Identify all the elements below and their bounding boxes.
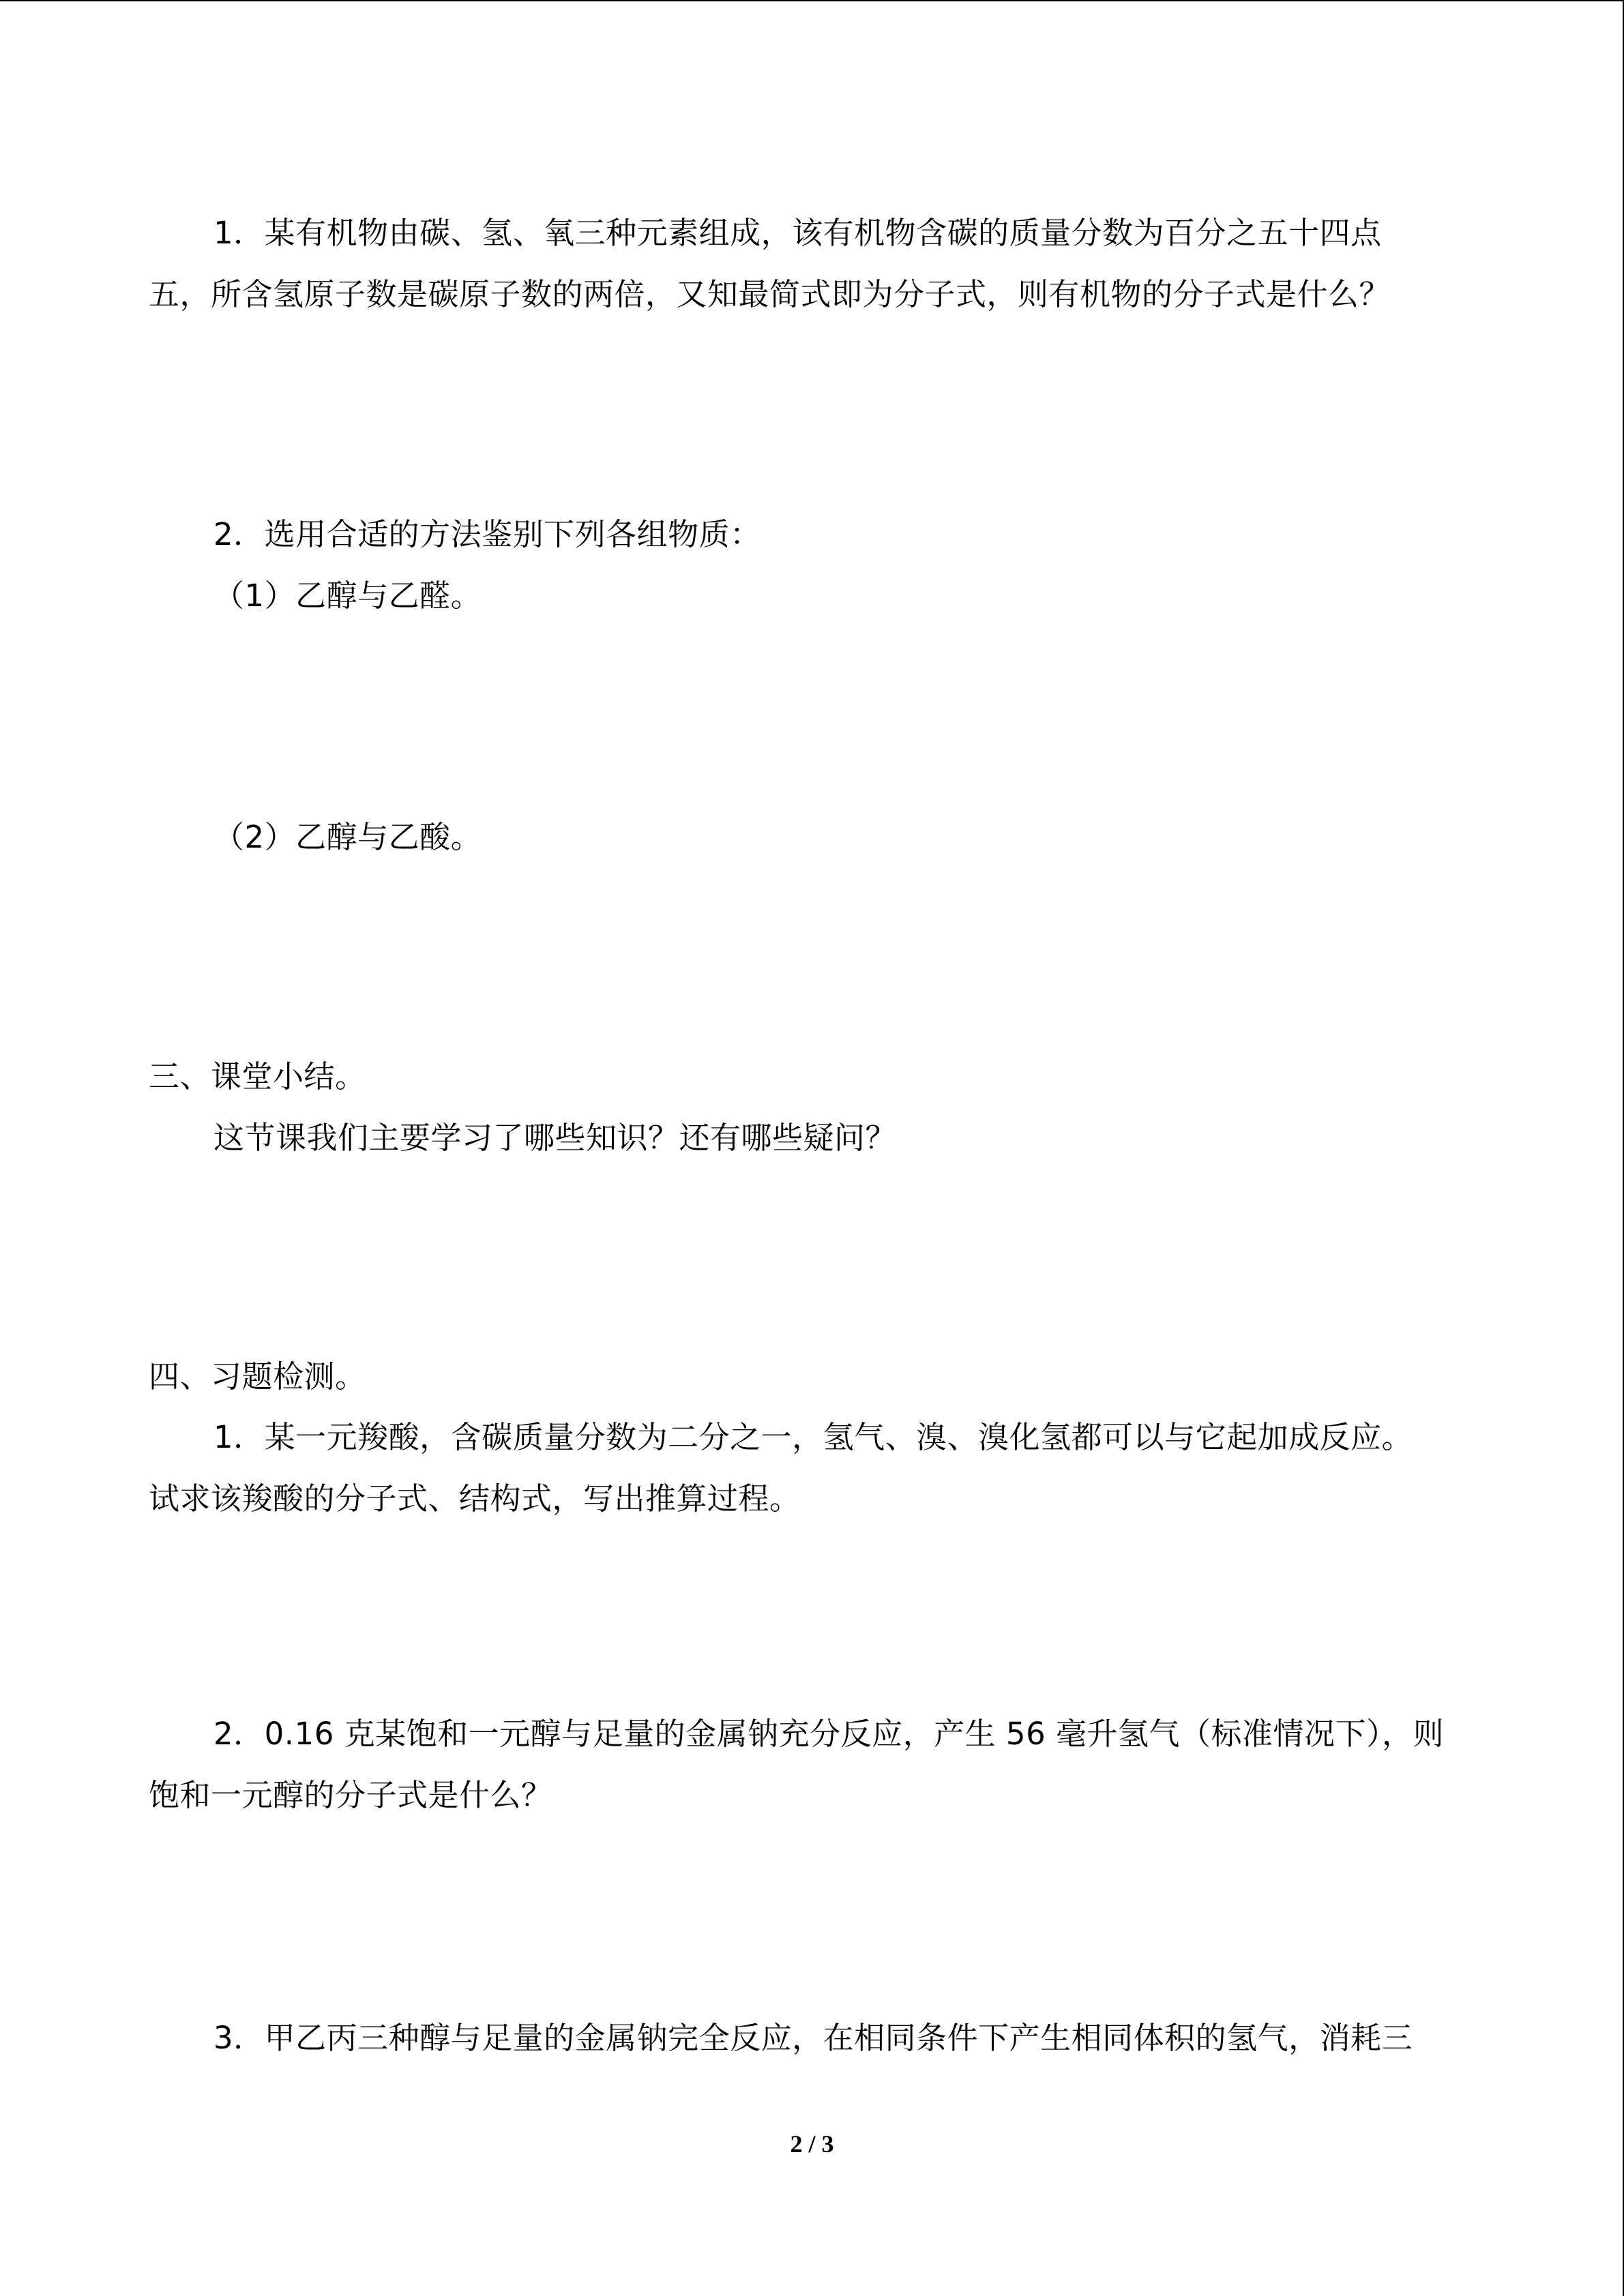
summary-text: 这节课我们主要学习了哪些知识？还有哪些疑问？ <box>213 1120 897 1156</box>
exercise-3-line1: 3．甲乙丙三种醇与足量的金属钠完全反应，在相同条件下产生相同体积的氢气，消耗三 <box>213 2020 1413 2056</box>
practice-q1-line2: 五，所含氢原子数是碳原子数的两倍，又知最简式即为分子式，则有机物的分子式是什么？ <box>149 276 1391 312</box>
practice-q2-sub2: （2）乙醇与乙酸。 <box>213 819 482 855</box>
practice-q1-line1: 1．某有机物由碳、氢、氧三种元素组成，该有机物含碳的质量分数为百分之五十四点 <box>213 215 1382 251</box>
practice-q2-line1: 2．选用合适的方法鉴别下列各组物质： <box>213 516 761 552</box>
practice-q2-sub1: （1）乙醇与乙醛。 <box>213 578 482 614</box>
exercise-1-line2: 试求该羧酸的分子式、结构式，写出推算过程。 <box>149 1480 801 1517</box>
exercise-2-line1: 2．0.16 克某饱和一元醇与足量的金属钠充分反应，产生 56 毫升氢气（标准情况下），则 <box>213 1716 1445 1752</box>
exercises-heading: 四、习题检测。 <box>149 1358 366 1395</box>
exercise-1-line1: 1．某一元羧酸，含碳质量分数为二分之一，氢气、溴、溴化氢都可以与它起加成反应。 <box>213 1419 1413 1455</box>
exercise-2-line2: 饱和一元醇的分子式是什么？ <box>149 1777 552 1813</box>
summary-heading: 三、课堂小结。 <box>149 1058 366 1094</box>
page-number: 2 / 3 <box>790 2130 834 2158</box>
